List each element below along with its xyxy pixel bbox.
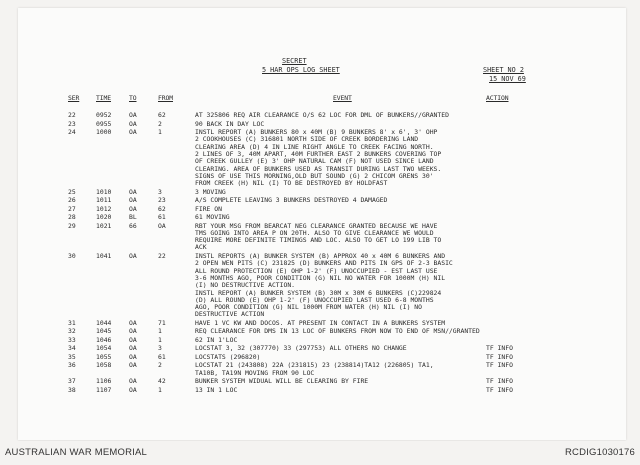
entry-event-line: CLEARING. AREA OF BUNKERS USED AS TRANSIT DURING LAST TWO WEEKS. [195, 164, 442, 173]
entry-time: 1012 [96, 204, 112, 213]
entry-time: 1044 [96, 318, 112, 327]
entry-to: OA [129, 361, 137, 370]
entry-time: 1058 [96, 361, 112, 370]
entry-to: OA [129, 119, 137, 128]
entry-action: TF INFO [486, 377, 513, 386]
log-entry-row [18, 214, 626, 221]
col-header-ser: SER [68, 94, 80, 102]
entry-from: 42 [158, 377, 166, 386]
entry-event-line: ACK [195, 243, 207, 252]
entry-event-line: 62 IN 1'LOC [195, 335, 238, 344]
entry-from: 22 [158, 252, 166, 260]
entry-time: 1020 [96, 213, 112, 222]
log-entry-row [18, 112, 626, 119]
entry-ser: 22 [68, 111, 76, 119]
col-header-time: TIME [96, 94, 111, 102]
entry-event-line: 3-6 MONTHS AGO, POOR CONDITION (G) NIL NO WATER FOR 1000M (H) NIL [195, 273, 446, 282]
log-entry-row [18, 129, 626, 187]
log-entry-row [18, 253, 626, 319]
entry-event-line: HAVE 1 VC KW AND DOCOS. AT PRESENT IN CONTACT IN A BUNKERS SYSTEM [195, 318, 446, 327]
log-entry-row [18, 189, 626, 196]
log-entry-row [18, 387, 626, 394]
entry-ser: 30 [68, 252, 76, 260]
entry-from: 3 [158, 187, 162, 196]
entry-ser: 33 [68, 335, 76, 344]
entry-to: OA [129, 204, 137, 213]
entry-to: 66 [129, 221, 137, 230]
log-entry-row [18, 354, 626, 361]
entry-event-line: A/S COMPLETE LEAVING 3 BUNKERS DESTROYED 4 DAMAGED [195, 196, 388, 205]
entry-event-line: TA10B, TA19N MOVING FROM 90 LOC [195, 368, 315, 377]
entry-event-line: LOCSTAT 3, 32 (307770) 33 (297753) ALL OTHERS NO CHANGE [195, 344, 407, 353]
entry-to: OA [129, 111, 137, 119]
entry-from: 3 [158, 344, 162, 353]
entry-action: TF INFO [486, 344, 513, 353]
entry-to: OA [129, 327, 137, 336]
entry-from: 1 [158, 327, 162, 336]
log-entry-row [18, 223, 626, 252]
footer-reference: RCDIG1030176 [565, 447, 635, 458]
entry-to: OA [129, 385, 137, 394]
log-entry-row [18, 197, 626, 204]
entry-from: 61 [158, 352, 166, 361]
entry-event-line: (D) ALL ROUND (E) OHP 1-2' (F) UNOCCUPIED LAST USED 6-8 MONTHS [195, 295, 434, 304]
col-header-to: TO [129, 94, 137, 102]
entry-event-line: REQ CLEARANCE FOR DMS IN 13 LOC OF BUNKERS FROM NOW TO END OF MSN//GRANTED [195, 327, 480, 336]
entry-event-line: FIRE ON [195, 204, 222, 213]
entry-event-line: 61 MOVING [195, 213, 230, 222]
entry-ser: 38 [68, 385, 76, 394]
entry-time: 1010 [96, 187, 112, 196]
entry-time: 1041 [96, 252, 112, 260]
entry-from: 1 [158, 128, 162, 136]
entry-from: 1 [158, 385, 162, 394]
entry-event-line: INSTL REPORT (A) BUNKERS 80 x 40M (B) 9 BUNKERS 8' x 6', 3' OHP [195, 128, 438, 136]
entry-from: 62 [158, 111, 166, 119]
entry-to: BL [129, 213, 137, 222]
entry-event-line: INSTL REPORT (A) BUNKER SYSTEM (B) 30M x 30M 6 BUNKERS (C)229824 [195, 288, 442, 297]
entry-event-line: 90 BACK IN DAY LOC [195, 119, 265, 128]
entry-ser: 31 [68, 318, 76, 327]
entry-time: 1106 [96, 377, 112, 386]
entry-ser: 35 [68, 352, 76, 361]
entry-event-line: OF CREEK GULLEY (E) 3' OHP NATURAL CAM (F) NOT USED SINCE LAND [195, 157, 434, 166]
log-entry-row [18, 328, 626, 335]
entry-ser: 34 [68, 344, 76, 353]
log-sheet-page [18, 8, 626, 440]
log-entry-row [18, 345, 626, 352]
page-title: 5 HAR OPS LOG SHEET [262, 66, 340, 74]
entry-ser: 28 [68, 213, 76, 222]
entry-ser: 36 [68, 361, 76, 370]
entry-from: 2 [158, 119, 162, 128]
entry-event-line: FROM CREEK (H) NIL (I) TO BE DESTROYED BY HOLDFAST [195, 179, 388, 188]
entry-event-line: TMS GOING INTO AREA P ON 20TH. ALSO TO GIVE CLEARANCE WE WOULD [195, 228, 434, 237]
entry-time: 0955 [96, 119, 112, 128]
entry-ser: 25 [68, 187, 76, 196]
entry-ser: 23 [68, 119, 76, 128]
sheet-number: SHEET NO 2 [483, 66, 524, 74]
entry-ser: 32 [68, 327, 76, 336]
archive-footer [0, 441, 640, 465]
entry-time: 1054 [96, 344, 112, 353]
entry-ser: 26 [68, 196, 76, 205]
entry-event-line: REQUIRE MORE DEFINITE TIMINGS AND LOC. ALSO TO GET LO 199 LIB TO [195, 236, 442, 245]
entry-ser: 24 [68, 128, 76, 136]
entry-from: 71 [158, 318, 166, 327]
log-entry-row [18, 206, 626, 213]
entry-to: OA [129, 352, 137, 361]
entry-from: 62 [158, 204, 166, 213]
entry-time: 0952 [96, 111, 112, 119]
entry-time: 1021 [96, 221, 112, 230]
entry-event-line: 3 MOVING [195, 187, 226, 196]
col-header-from: FROM [158, 94, 173, 102]
entry-from: 61 [158, 213, 166, 222]
entry-event-line: BUNKER SYSTEM WIDUAL WILL BE CLEARING BY FIRE [195, 377, 369, 386]
log-entry-row [18, 337, 626, 344]
entry-event-line: RBT YOUR MSG FROM BEARCAT NEG CLEARANCE GRANTED BECAUSE WE HAVE [195, 221, 438, 230]
entry-to: OA [129, 128, 137, 136]
entry-ser: 27 [68, 204, 76, 213]
entry-time: 1055 [96, 352, 112, 361]
log-entry-row [18, 378, 626, 385]
entry-event-line: ALL ROUND PROTECTION (E) OHP 1-2' (F) UNOCCUPIED - EST LAST USE [195, 266, 438, 275]
entry-event-line: 2 OPEN WEN PITS (C) 231825 (D) BUNKERS AND PITS IN GPS OF 2-3 BASIC [195, 259, 453, 268]
entry-event-line: CLEARING AREA (D) 4 IN LINE RIGHT ANGLE TO CREEK FACING NORTH. [195, 142, 434, 151]
col-header-action: ACTION [486, 94, 509, 102]
entry-event-line: (I) NO DESTRUCTIVE ACTION. [195, 281, 296, 290]
col-header-event: EVENT [333, 94, 352, 102]
log-entry-row [18, 320, 626, 327]
entry-event-line: 2 COOKHOUSES (C) 316801 NORTH SIDE OF CREEK BORDERING LAND [195, 135, 419, 144]
entry-action: TF INFO [486, 352, 513, 361]
entry-to: OA [129, 187, 137, 196]
entry-to: OA [129, 344, 137, 353]
entry-ser: 29 [68, 221, 76, 230]
footer-source: AUSTRALIAN WAR MEMORIAL [5, 447, 148, 458]
entry-time: 1046 [96, 335, 112, 344]
entry-event-line: 2 LINES OF 3, 40M APART, 40M FURTHER EAST 2 BUNKERS COVERING TOP [195, 149, 442, 158]
entry-time: 1107 [96, 385, 112, 394]
entry-to: OA [129, 252, 137, 260]
entry-ser: 37 [68, 377, 76, 386]
entry-from: 23 [158, 196, 166, 205]
entry-event-line: LOCSTAT 21 (243808) 22A (231815) 23 (238814)TA12 (226805) TA1, [195, 361, 434, 370]
entry-from: 1 [158, 335, 162, 344]
entry-event-line: LOCSTATS (296820) [195, 352, 261, 361]
entry-time: 1000 [96, 128, 112, 136]
classification: SECRET [282, 57, 307, 65]
entry-time: 1045 [96, 327, 112, 336]
entry-to: OA [129, 377, 137, 386]
entry-to: OA [129, 335, 137, 344]
entry-action: TF INFO [486, 385, 513, 394]
entry-event-line: INSTL REPORTS (A) BUNKER SYSTEM (B) APPROX 40 x 40M 6 BUNKERS AND [195, 252, 446, 260]
entry-to: OA [129, 318, 137, 327]
entry-from: OA [158, 221, 166, 230]
entry-event-line: AGO, POOR CONDITION (G) NIL 1000M FROM WATER (H) NIL (I) NO [195, 303, 423, 312]
entry-event-line: 13 IN 1 LOC [195, 385, 238, 394]
entry-event-line: SIGNS OF USE THIS MORNING,OLD BUT SOUND (G) 2 CHICOM GRENS 30' [195, 171, 434, 180]
log-entry-row [18, 362, 626, 377]
log-entry-row [18, 121, 626, 128]
entry-action: TF INFO [486, 361, 513, 370]
entry-from: 2 [158, 361, 162, 370]
entry-event-line: DESTRUCTIVE ACTION [195, 310, 265, 319]
entry-event-line: AT 325806 REQ AIR CLEARANCE O/S 62 LOC FOR DML OF BUNKERS//GRANTED [195, 111, 449, 119]
sheet-date: 15 NOV 69 [489, 75, 526, 83]
entry-to: OA [129, 196, 137, 205]
entry-time: 1011 [96, 196, 112, 205]
